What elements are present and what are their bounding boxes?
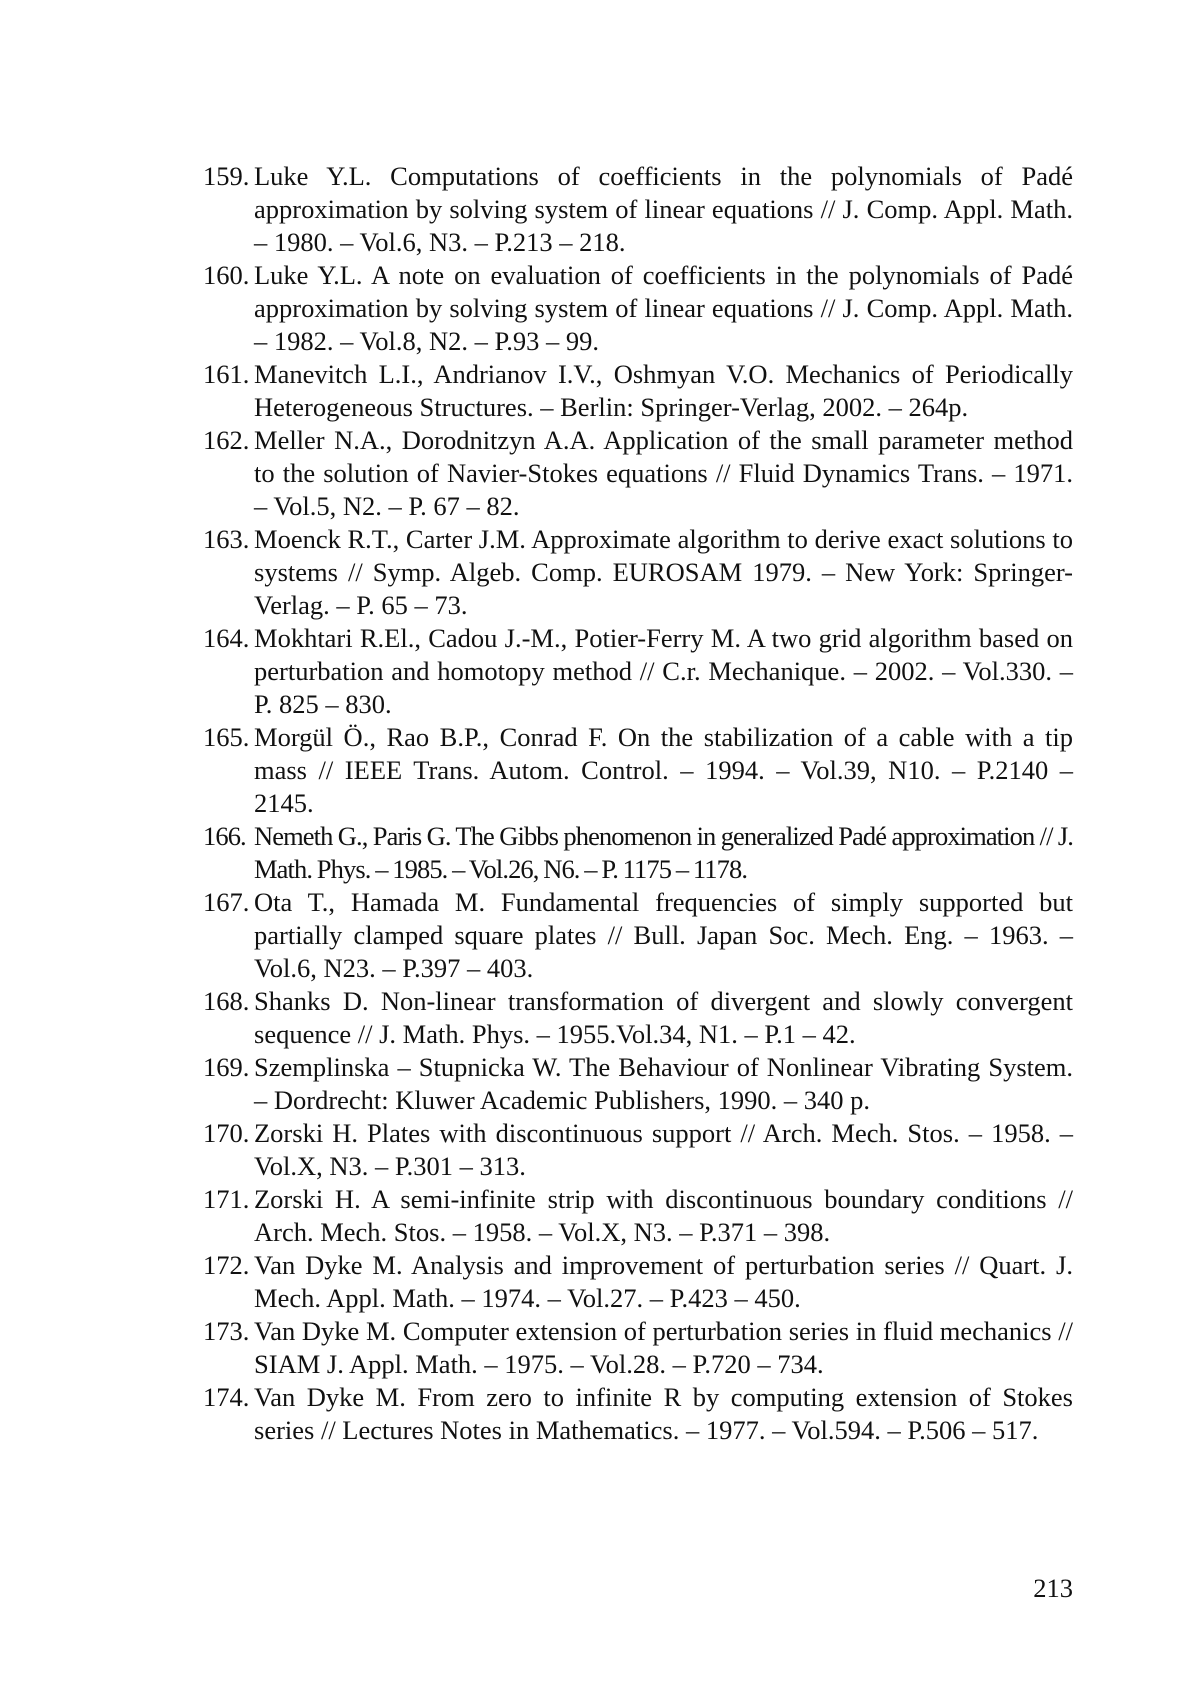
reference-item-165 (203, 721, 1073, 820)
reference-number: 174. (203, 1382, 250, 1412)
reference-number: 160. (203, 260, 250, 290)
reference-number: 171. (203, 1184, 250, 1214)
reference-text: Luke Y.L. Computations of coefficients in the polynomials of Padé approximation by solving system of linear equations // J. Comp. Appl. Math. – 1980. – Vol.6, N3. – P.213 – 218. (254, 161, 1073, 257)
reference-text: Moenck R.T., Carter J.M. Approximate algorithm to derive exact solutions to systems // Symp. Algeb. Comp. EUROSAM 1979. – New York: Springer-Verlag. – P. 65 – 73. (254, 524, 1073, 620)
reference-item-170 (203, 1117, 1073, 1183)
reference-text: Van Dyke M. From zero to infinite R by computing extension of Stokes series // Lectures Notes in Mathematics. – 1977. – Vol.594. – P.506 – 517. (254, 1382, 1073, 1445)
reference-text: Van Dyke M. Analysis and improvement of perturbation series // Quart. J. Mech. Appl. Math. – 1974. – Vol.27. – P.423 – 450. (254, 1250, 1073, 1313)
reference-item-166 (203, 820, 1073, 886)
reference-number: 167. (203, 887, 250, 917)
reference-text: Shanks D. Non-linear transformation of divergent and slowly convergent sequence // J. Math. Phys. – 1955.Vol.34, N1. – P.1 – 42. (254, 986, 1073, 1049)
reference-item-171 (203, 1183, 1073, 1249)
reference-text: Luke Y.L. A note on evaluation of coefficients in the polynomials of Padé approximation by solving system of linear equations // J. Comp. Appl. Math. – 1982. – Vol.8, N2. – P.93 – 99. (254, 260, 1073, 356)
reference-item-161 (203, 358, 1073, 424)
reference-text: Van Dyke M. Computer extension of perturbation series in fluid mechanics // SIAM J. Appl. Math. – 1975. – Vol.28. – P.720 – 734. (254, 1316, 1073, 1379)
reference-number: 170. (203, 1118, 250, 1148)
reference-number: 173. (203, 1316, 250, 1346)
reference-item-167 (203, 886, 1073, 985)
reference-text: Meller N.A., Dorodnitzyn A.A. Application of the small parameter method to the solution of Navier-Stokes equations // Fluid Dynamics Trans. – 1971. – Vol.5, N2. – P. 67 – 82. (254, 425, 1073, 521)
reference-number: 165. (203, 722, 250, 752)
reference-number: 169. (203, 1052, 250, 1082)
reference-item-172 (203, 1249, 1073, 1315)
reference-list (203, 160, 1073, 1447)
reference-text: Zorski H. Plates with discontinuous support // Arch. Mech. Stos. – 1958. – Vol.X, N3. – P.301 – 313. (254, 1118, 1073, 1181)
reference-item-169 (203, 1051, 1073, 1117)
reference-text: Morgül Ö., Rao B.P., Conrad F. On the stabilization of a cable with a tip mass // IEEE Trans. Autom. Control. – 1994. – Vol.39, N10. – P.2140 – 2145. (254, 722, 1073, 818)
reference-text: Zorski H. A semi-infinite strip with discontinuous boundary conditions // Arch. Mech. Stos. – 1958. – Vol.X, N3. – P.371 – 398. (254, 1184, 1073, 1247)
reference-text: Szemplinska – Stupnicka W. The Behaviour of Nonlinear Vibrating System. – Dordrecht: Kluwer Academic Publishers, 1990. – 340 p. (254, 1052, 1073, 1115)
reference-text: Nemeth G., Paris G. The Gibbs phenomenon in generalized Padé approximation // J. Math. Phys. – 1985. – Vol.26, N6. – P. 1175 – 1178. (254, 821, 1073, 884)
reference-number: 168. (203, 986, 250, 1016)
reference-item-164 (203, 622, 1073, 721)
reference-number: 163. (203, 524, 250, 554)
reference-item-163 (203, 523, 1073, 622)
reference-number: 161. (203, 359, 250, 389)
reference-item-173 (203, 1315, 1073, 1381)
reference-text: Mokhtari R.El., Cadou J.-M., Potier-Ferry M. A two grid algorithm based on perturbation and homotopy method // C.r. Mechanique. – 2002. – Vol.330. – P. 825 – 830. (254, 623, 1073, 719)
reference-item-162 (203, 424, 1073, 523)
reference-item-160 (203, 259, 1073, 358)
reference-text: Ota T., Hamada M. Fundamental frequencies of simply supported but partially clamped square plates // Bull. Japan Soc. Mech. Eng. – 1963. – Vol.6, N23. – P.397 – 403. (254, 887, 1073, 983)
reference-item-159 (203, 160, 1073, 259)
reference-number: 172. (203, 1250, 250, 1280)
reference-item-174 (203, 1381, 1073, 1447)
reference-item-168 (203, 985, 1073, 1051)
reference-text: Manevitch L.I., Andrianov I.V., Oshmyan V.O. Mechanics of Periodically Heterogeneous Structures. – Berlin: Springer-Verlag, 2002. – 264p. (254, 359, 1073, 422)
reference-number: 166. (203, 821, 246, 851)
reference-number: 164. (203, 623, 250, 653)
page-number: 213 (1033, 1573, 1073, 1603)
reference-number: 162. (203, 425, 250, 455)
reference-number: 159. (203, 161, 250, 191)
